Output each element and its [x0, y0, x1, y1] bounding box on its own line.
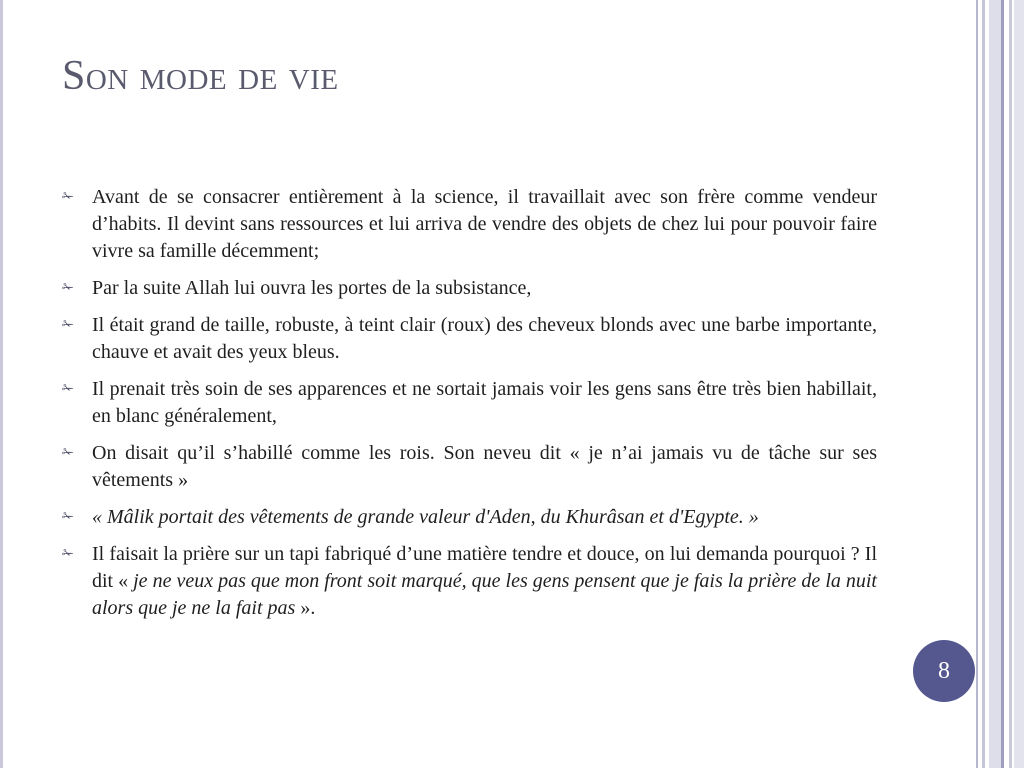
scissors-icon: ✁: [62, 446, 74, 461]
bullet-text: On disait qu’il s’habillé comme les rois. Son neveu dit « je n’ai jamais vu de tâche sur ses vêtements »: [92, 442, 877, 491]
scissors-icon: ✁: [62, 190, 74, 205]
bullet-text: Il prenait très soin de ses apparences et ne sortait jamais voir les gens sans être très bien habillait, en blanc généralement,: [92, 378, 877, 427]
bullet-item: [62, 184, 877, 265]
page-number: 8: [938, 657, 950, 684]
bullet-text: Par la suite Allah lui ouvra les portes de la subsistance,: [92, 277, 532, 299]
scissors-icon: ✁: [62, 382, 74, 397]
slide-title: Son mode de vie: [62, 53, 339, 99]
scissors-icon: ✁: [62, 547, 74, 562]
bullet-item: [62, 275, 877, 302]
stripe: [989, 0, 1001, 768]
left-border: [0, 0, 3, 768]
decorative-stripes: [976, 0, 1024, 768]
bullet-text: Il était grand de taille, robuste, à teint clair (roux) des cheveux blonds avec une barbe importante, chauve et avait des yeux bleus.: [92, 314, 877, 363]
bullet-item: [62, 504, 877, 531]
bullet-item: [62, 312, 877, 366]
bullet-item: [62, 541, 877, 622]
bullet-list: [62, 184, 877, 632]
bullet-item: [62, 376, 877, 430]
scissors-icon: ✁: [62, 318, 74, 333]
stripe: [1014, 0, 1024, 768]
bullet-text-post: ».: [295, 597, 316, 619]
page-number-badge: [913, 640, 975, 702]
stripe: [1009, 0, 1012, 768]
bullet-text-pre: Il faisait la prière sur un tapi fabriqué d’une matière tendre et douce, on lui demanda pourquoi ? Il dit «: [92, 543, 877, 592]
bullet-text: Avant de se consacrer entièrement à la science, il travaillait avec son frère comme vendeur d’habits. Il devint sans ressources et lui arriva de vendre des objets de chez lui pour pouvoir faire vivre sa famille décemment;: [92, 186, 877, 262]
stripe: [1001, 0, 1004, 768]
bullet-quote: je ne veux pas que mon front soit marqué, que les gens pensent que je fais la prière de la nuit alors que je ne la fait pas: [92, 570, 877, 619]
bullet-item: [62, 440, 877, 494]
bullet-text: « Mâlik portait des vêtements de grande valeur d'Aden, du Khurâsan et d'Egypte. »: [92, 506, 759, 528]
scissors-icon: ✁: [62, 510, 74, 525]
stripe: [982, 0, 985, 768]
scissors-icon: ✁: [62, 281, 74, 296]
stripe: [976, 0, 978, 768]
